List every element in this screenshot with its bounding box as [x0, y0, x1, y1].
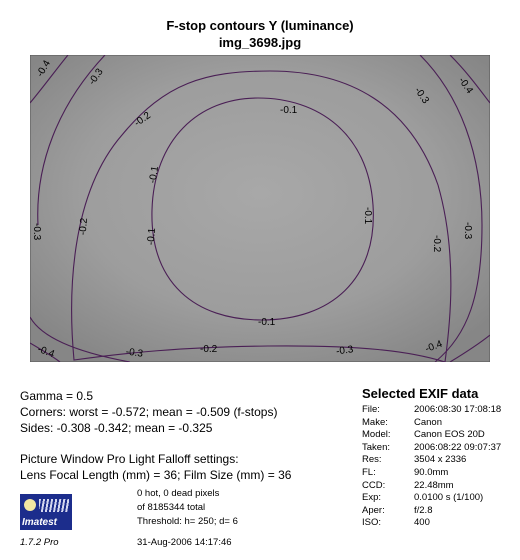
falloff-values: Lens Focal Length (mm) = 36; Film Size (mm) = 36 — [20, 468, 292, 482]
sides-text: Sides: -0.308 -0.342; mean = -0.325 — [20, 421, 213, 435]
total-pixels: of 8185344 total — [137, 502, 206, 513]
exif-value: 22.48mm — [414, 479, 454, 491]
exif-value: 400 — [414, 517, 430, 529]
exif-row — [362, 492, 483, 503]
contour-label: -0.2 — [200, 344, 218, 355]
exif-key: Exp: — [362, 492, 382, 504]
exif-row — [362, 417, 442, 428]
exif-key: Taken: — [362, 441, 390, 453]
corners-text: Corners: worst = -0.572; mean = -0.509 (f-stops) — [20, 405, 278, 419]
contour-label: -0.4 — [34, 58, 53, 79]
date-text: 31-Aug-2006 14:17:46 — [137, 537, 232, 548]
exif-row — [362, 454, 466, 465]
exif-row — [362, 467, 448, 478]
exif-key: Model: — [362, 429, 391, 441]
exif-key: Aper: — [362, 504, 385, 516]
contour-label: -0.1 — [280, 105, 298, 116]
imatest-logo — [20, 494, 72, 530]
exif-value: Canon — [414, 416, 442, 428]
contour-label: -0.2 — [132, 110, 153, 130]
exif-value: f/2.8 — [414, 504, 433, 516]
falloff-heading: Picture Window Pro Light Falloff settings: — [20, 452, 239, 466]
contour-label: -0.3 — [462, 222, 473, 240]
exif-row — [362, 429, 485, 440]
exif-row — [362, 442, 501, 453]
contour-label: -0.3 — [411, 85, 431, 106]
exif-value: 3504 x 2336 — [414, 454, 467, 466]
exif-row — [362, 517, 430, 528]
exif-value: 90.0mm — [414, 467, 449, 478]
contour-label: -0.2 — [77, 217, 91, 236]
contour-label: -0.4 — [35, 343, 56, 361]
exif-key: CCD: — [362, 479, 386, 491]
logo-text: Imatest — [22, 517, 58, 528]
exif-row — [362, 404, 501, 415]
contour-label: -0.2 — [431, 235, 442, 253]
exif-value: 2006:08:30 17:08:18 — [414, 404, 502, 415]
chart-filename: img_3698.jpg — [218, 35, 302, 50]
exif-row — [362, 505, 433, 516]
contour-label: -0.3 — [335, 344, 355, 358]
chart-title: F-stop contours Y (luminance) — [166, 18, 354, 33]
contour-label: -0.3 — [125, 346, 144, 360]
contour-label: -0.3 — [31, 223, 42, 241]
hot-dead-pixels: 0 hot, 0 dead pixels — [137, 488, 220, 499]
version-text: 1.7.2 Pro — [20, 537, 59, 548]
contour-plot — [30, 55, 490, 362]
exif-key: Make: — [362, 416, 388, 428]
exif-key: Res: — [362, 454, 382, 466]
exif-row — [362, 480, 454, 491]
contour-label: -0.1 — [258, 317, 276, 328]
exif-key: FL: — [362, 467, 376, 478]
contour-label: -0.1 — [145, 227, 159, 246]
exif-value: Canon EOS 20D — [414, 429, 485, 441]
threshold-text: Threshold: h= 250; d= 6 — [137, 516, 238, 527]
exif-title: Selected EXIF data — [362, 386, 479, 401]
contour-label: -0.4 — [423, 338, 444, 355]
logo-sun-icon — [24, 499, 36, 511]
logo-stripes — [39, 499, 69, 512]
contour-label: -0.1 — [147, 165, 162, 185]
gamma-text: Gamma = 0.5 — [20, 389, 94, 403]
contour-label: -0.4 — [455, 75, 475, 96]
exif-value: 2006:08:22 09:07:37 — [414, 441, 502, 453]
exif-key: File: — [362, 404, 380, 415]
contour-label: -0.3 — [86, 66, 106, 88]
exif-key: ISO: — [362, 517, 382, 529]
contour-label: -0.1 — [362, 207, 373, 225]
exif-value: 0.0100 s (1/100) — [414, 492, 484, 504]
